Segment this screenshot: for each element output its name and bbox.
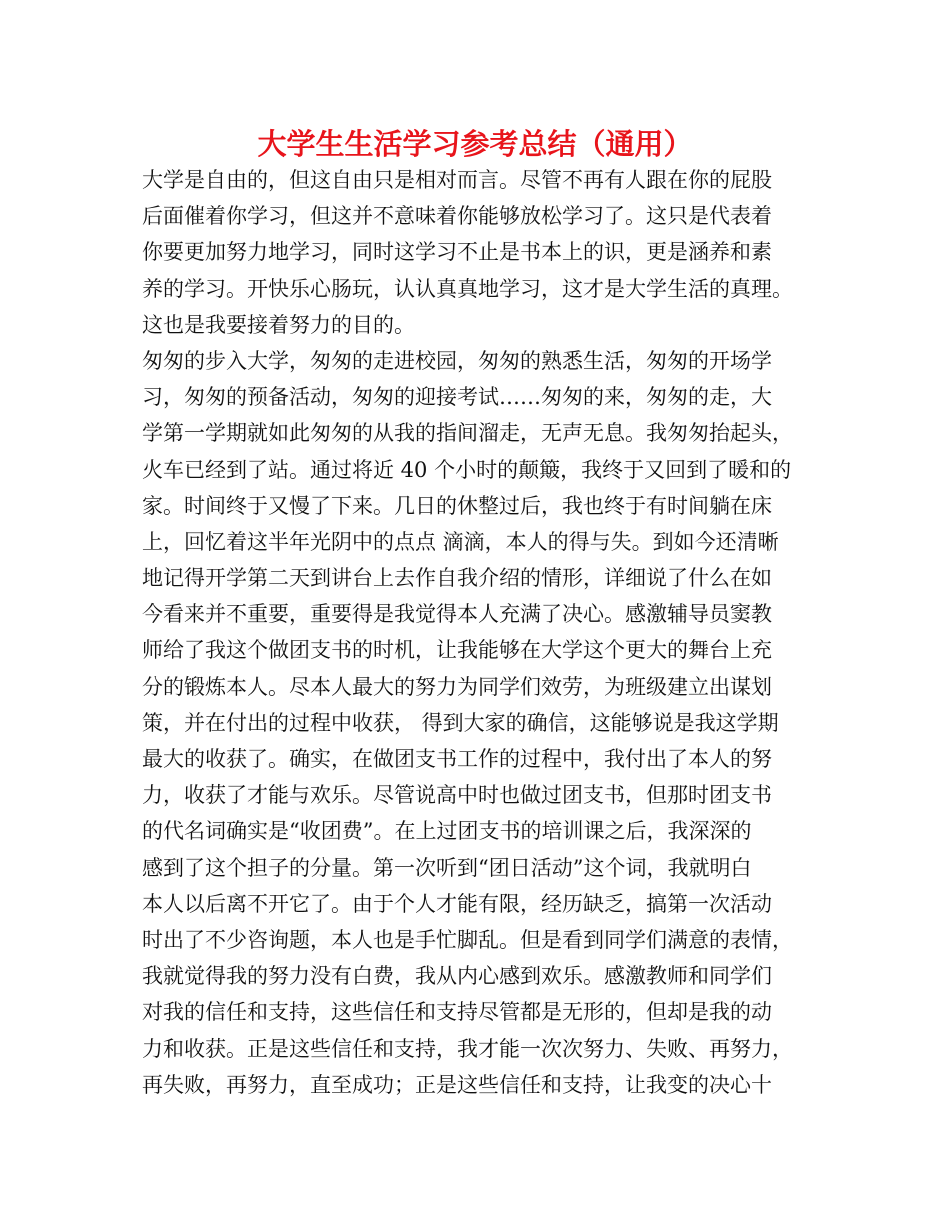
text-line: 大学是自由的，但这自由只是相对而言。尽管不再有人跟在你的屁股	[142, 168, 772, 192]
text-line: 火车已经到了站。通过将近 40 个小时的颠簸，我终于又回到了暖和的	[142, 457, 792, 482]
text-line: 上，回忆着这半年光阴中的点点 滴滴，本人的得与失。到如今还清晰	[142, 529, 779, 554]
text-line: 本人以后离不开它了。由于个人才能有限，经历缺乏，搞第一次活动	[142, 891, 772, 916]
text-line: 感到了这个担子的分量。第一次听到“团日活动”这个词，我就明白	[142, 855, 752, 880]
text-line: 习，匆匆的预备活动，匆匆的迎接考试……匆匆的来，匆匆的走，大	[142, 385, 772, 410]
text-line: 最大的收获了。确实，在做团支书工作的过程中，我付出了本人的努	[142, 747, 772, 771]
document-body	[142, 162, 832, 1103]
text-line: 今看来并不重要，重要得是我觉得本人充满了决心。感激辅导员窦教	[142, 602, 772, 627]
text-line: 力，收获了才能与欢乐。尽管说高中时也做过团支书，但那时团支书	[142, 783, 772, 808]
text-line: 再失败，再努力，直至成功；正是这些信任和支持，让我变的决心十	[142, 1072, 772, 1097]
text-line: 的代名词确实是“收团费”。在上过团支书的培训课之后，我深深的	[142, 819, 752, 844]
text-line: 策，并在付出的过程中收获， 得到大家的确信，这能够说是我这学期	[142, 710, 779, 735]
text-line: 后面催着你学习，但这并不意味着你能够放松学习了。这只是代表着	[142, 204, 772, 229]
text-line: 匆匆的步入大学，匆匆的走进校园，匆匆的熟悉生活，匆匆的开场学	[142, 348, 772, 373]
text-line: 师给了我这个做团支书的时机，让我能够在大学这个更大的舞台上充	[142, 638, 772, 663]
text-line: 这也是我要接着努力的目的。	[142, 312, 415, 337]
text-line: 时出了不少咨询题，本人也是手忙脚乱。但是看到同学们满意的表情，	[142, 927, 793, 952]
text-line: 分的锻炼本人。尽本人最大的努力为同学们效劳，为班级建立出谋划	[142, 674, 772, 699]
document-title: 大学生生活学习参考总结（通用）	[257, 127, 693, 161]
text-line: 养的学习。开快乐心肠玩，认认真真地学习，这才是大学生活的真理。	[142, 276, 793, 301]
text-line: 我就觉得我的努力没有白费，我从内心感到欢乐。感激教师和同学们	[142, 964, 772, 989]
text-line: 力和收获。正是这些信任和支持，我才能一次次努力、失败、再努力，	[142, 1036, 793, 1061]
text-line: 对我的信任和支持，这些信任和支持尽管都是无形的，但却是我的动	[142, 1000, 772, 1025]
text-line: 家。时间终于又慢了下来。几日的休整过后，我也终于有时间躺在床	[142, 493, 772, 518]
text-line: 你要更加努力地学习，同时这学习不止是书本上的识，更是涵养和素	[142, 240, 772, 265]
text-line: 地记得开学第二天到讲台上去作自我介绍的情形，详细说了什么在如	[142, 566, 772, 591]
text-line: 学第一学期就如此匆匆的从我的指间溜走，无声无息。我匆匆抬起头，	[142, 421, 793, 446]
